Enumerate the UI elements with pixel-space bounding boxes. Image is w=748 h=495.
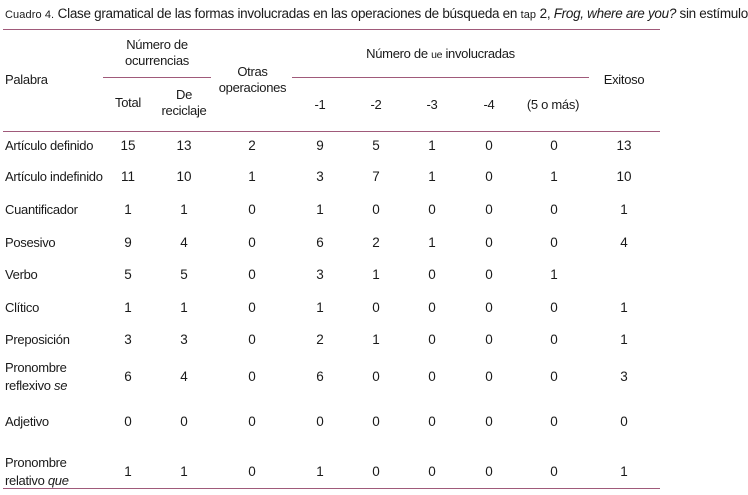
table-cell: 5 <box>124 267 132 282</box>
table-cell: 13 <box>616 138 632 153</box>
table-cell: 6 <box>316 235 324 250</box>
table-cell: 0 <box>428 414 436 429</box>
table-cell: 0 <box>316 414 324 429</box>
table-caption <box>5 4 748 24</box>
table-cell: 0 <box>428 202 436 217</box>
table-cell: 1 <box>620 332 628 347</box>
header-num-ue <box>292 46 589 63</box>
caption-prefix: Cuadro 4. <box>5 9 55 21</box>
header-bottom-rule <box>3 131 660 132</box>
table-cell: 1 <box>428 138 436 153</box>
row-label: Verbo <box>5 267 38 282</box>
row-label-italic: se <box>54 378 68 393</box>
table-cell: 0 <box>485 332 493 347</box>
table-cell: 3 <box>620 369 628 384</box>
header-reciclaje-l2: reciclaje <box>161 103 207 118</box>
table-cell: 1 <box>428 169 436 184</box>
ue-rule <box>292 77 589 78</box>
header-num-ue-b: involucradas <box>442 46 515 61</box>
table-cell: 3 <box>316 267 324 282</box>
table-cell: 0 <box>248 235 256 250</box>
table-cell: 0 <box>428 332 436 347</box>
row-label: Artículo definido <box>5 138 94 153</box>
caption-text-b: 2, <box>536 6 554 21</box>
table-cell: 0 <box>248 332 256 347</box>
caption-text-c: sin estímulo <box>676 6 748 21</box>
row-label-text: relativo <box>5 473 48 488</box>
table-cell: 1 <box>550 169 558 184</box>
table-cell: 1 <box>124 300 132 315</box>
table-cell: 5 <box>180 267 188 282</box>
header-palabra: Palabra <box>5 72 48 87</box>
table-cell: 0 <box>485 414 493 429</box>
table-cell: 0 <box>428 267 436 282</box>
table-cell: 1 <box>124 464 132 479</box>
table-cell: 1 <box>620 300 628 315</box>
table-cell: 1 <box>372 267 380 282</box>
table-cell: 0 <box>124 414 132 429</box>
bottom-rule <box>3 488 660 489</box>
table-cell: 4 <box>180 369 188 384</box>
table-cell: 0 <box>485 369 493 384</box>
table-cell: 2 <box>248 138 256 153</box>
table-cell: 3 <box>180 332 188 347</box>
row-label-line2 <box>5 472 69 490</box>
table-cell: 1 <box>620 464 628 479</box>
row-label: Cuantificador <box>5 202 78 217</box>
row-label: Posesivo <box>5 235 56 250</box>
table-cell: 1 <box>316 464 324 479</box>
table-cell: 2 <box>372 235 380 250</box>
table-cell: 1 <box>620 202 628 217</box>
top-rule <box>3 29 660 30</box>
caption-title: Frog, where are you? <box>553 6 677 21</box>
table-cell: 1 <box>316 202 324 217</box>
header-num-ue-a: Número de <box>366 46 432 61</box>
header-otras-l2: operaciones <box>218 80 287 95</box>
table-cell: 0 <box>428 464 436 479</box>
table-cell: 1 <box>180 202 188 217</box>
table-cell: 0 <box>485 464 493 479</box>
table-cell: 0 <box>372 369 380 384</box>
caption-text-a: Clase gramatical de las formas involucradas en las operaciones de búsqueda en <box>54 6 521 21</box>
table-cell: 6 <box>316 369 324 384</box>
table-cell: 13 <box>176 138 192 153</box>
table-cell: 0 <box>428 300 436 315</box>
table-cell: 0 <box>550 202 558 217</box>
table-cell: 0 <box>550 464 558 479</box>
table-cell: 0 <box>248 300 256 315</box>
table-cell: 0 <box>428 369 436 384</box>
table-cell: 0 <box>248 464 256 479</box>
row-label-text: reflexivo <box>5 378 55 393</box>
row-label: Clítico <box>5 300 40 315</box>
header-m1: -1 <box>314 97 326 112</box>
header-ocurrencias-l1: Número de <box>126 37 188 52</box>
table-cell: 11 <box>120 169 135 184</box>
table-cell: 0 <box>550 235 558 250</box>
table-cell: 1 <box>550 267 558 282</box>
table-cell: 10 <box>176 169 192 184</box>
table-cell: 0 <box>485 300 493 315</box>
table-cell: 0 <box>485 267 493 282</box>
table-cell: 3 <box>124 332 132 347</box>
row-label-line1: Pronombre <box>5 455 67 470</box>
table-cell: 9 <box>316 138 324 153</box>
table-cell: 1 <box>372 332 380 347</box>
header-num-ue-sc: ue <box>431 49 443 61</box>
table-cell: 5 <box>372 138 380 153</box>
table-cell: 0 <box>372 300 380 315</box>
table-cell: 0 <box>485 235 493 250</box>
table-cell: 2 <box>316 332 324 347</box>
table-cell: 10 <box>616 169 632 184</box>
table-cell: 1 <box>316 300 324 315</box>
table-cell: 0 <box>248 414 256 429</box>
header-m3: -3 <box>426 97 438 112</box>
row-label: Preposición <box>5 332 70 347</box>
table-cell: 0 <box>372 414 380 429</box>
table-cell: 15 <box>120 138 136 153</box>
table-cell: 4 <box>620 235 628 250</box>
table-cell: 0 <box>550 414 558 429</box>
table-cell: 0 <box>248 267 256 282</box>
table-cell: 0 <box>620 414 628 429</box>
table-cell: 0 <box>372 202 380 217</box>
table-cell: 0 <box>180 414 188 429</box>
table-cell: 0 <box>372 464 380 479</box>
row-label: Adjetivo <box>5 414 49 429</box>
header-reciclaje-l1: De <box>175 87 193 102</box>
table-cell: 0 <box>485 202 493 217</box>
header-m5: (5 o más) <box>526 97 580 112</box>
table-cell: 7 <box>372 169 380 184</box>
table-cell: 0 <box>248 369 256 384</box>
table-cell: 0 <box>550 369 558 384</box>
table-cell: 1 <box>428 235 436 250</box>
header-ocurrencias-l2: ocurrencias <box>125 53 189 68</box>
header-exitoso: Exitoso <box>603 72 645 87</box>
row-label-line1: Pronombre <box>5 360 67 375</box>
header-m4: -4 <box>483 97 495 112</box>
table-cell: 0 <box>485 138 493 153</box>
table-cell: 0 <box>550 300 558 315</box>
table-cell: 0 <box>485 169 493 184</box>
table-cell: 1 <box>180 464 188 479</box>
table-cell: 1 <box>180 300 188 315</box>
caption-tap: tap <box>520 9 537 21</box>
table-cell: 0 <box>550 332 558 347</box>
table-cell: 1 <box>124 202 132 217</box>
table-cell: 9 <box>124 235 132 250</box>
table-cell: 3 <box>316 169 324 184</box>
table-cell: 0 <box>550 138 558 153</box>
ocurrencias-rule <box>103 77 211 78</box>
header-total: Total <box>115 95 141 110</box>
table-cell: 6 <box>124 369 132 384</box>
row-label: Artículo indefinido <box>5 169 103 184</box>
header-otras-l1: Otras <box>237 64 268 79</box>
row-label-line2 <box>5 377 67 395</box>
table-cell: 0 <box>248 202 256 217</box>
table-cell: 4 <box>180 235 188 250</box>
table-cell: 1 <box>248 169 256 184</box>
row-label-italic: que <box>47 473 69 488</box>
header-m2: -2 <box>370 97 382 112</box>
